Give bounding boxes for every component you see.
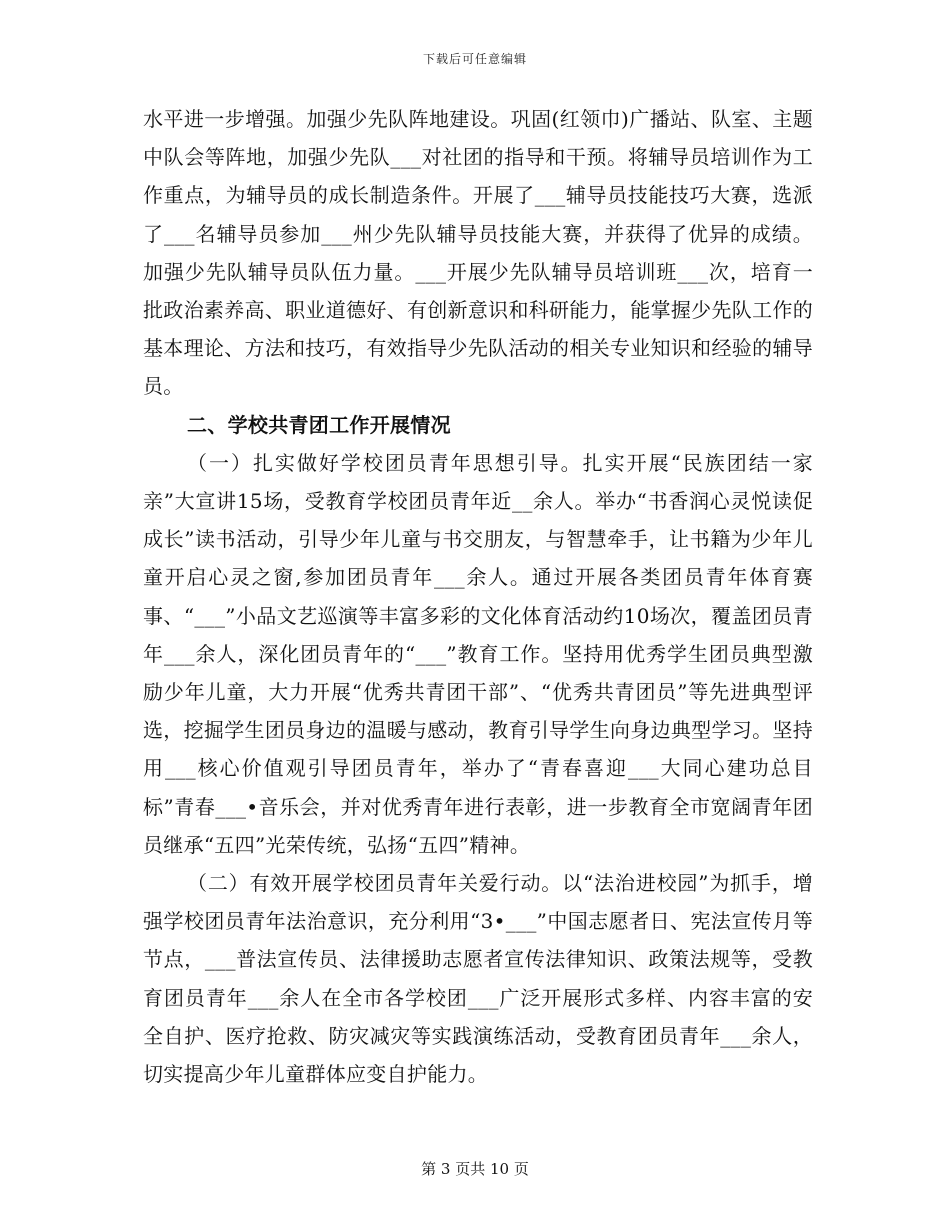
paragraph-ideological-guidance: （一）扎实做好学校团员青年思想引导。扎实开展“民族团结一家亲”大宣讲15场，受教育学校团员青年近__余人。举办“书香润心灵悦读促成长”读书活动，引导少年儿童与书交朋友，与智慧牵手，让书籍为少年儿童开启心灵之窗,参加团员青年___余人。通过开展各类团员青年体育赛事、“___”小品文艺巡演等丰富多彩的文化体育活动约10场次，覆盖团员青年___余人，深化团员青年的“___”教育工作。坚持用优秀学生团员典型激励少年儿童，大力开展“优秀共青团干部”、“优秀共青团员”等先进典型评选，挖掘学生团员身边的温暖与感动，教育引导学生向身边典型学习。坚持用___核心价值观引导团员青年，举办了“青春喜迎___大同心建功总目标”青春___•音乐会，并对优秀青年进行表彰，进一步教育全市宽阔青年团员继承“五四”光荣传统，弘扬“五四”精神。 (143, 450, 813, 857)
section-heading: 二、学校共青团工作开展情况 (187, 412, 451, 437)
page-header: 下载后可任意编辑 (422, 52, 527, 66)
document-body (143, 100, 813, 1093)
page-number: 第 3 页共 10 页 (421, 1160, 529, 1178)
paragraph-care-action: （二）有效开展学校团员青年关爱行动。以“法治进校园”为抓手，增强学校团员青年法治意识，充分利用“3•___”中国志愿者日、宪法宣传月等节点，___普法宣传员、法律援助志愿者宣传法律知识、政策法规等，受教育团员青年___余人在全市各学校团___广泛开展形式多样、内容丰富的安全自护、医疗抢救、防灾减灾等实践演练活动，受教育团员青年___余人，切实提高少年儿童群体应变自护能力。 (143, 871, 813, 1087)
paragraph-continuation: 水平进一步增强。加强少先队阵地建设。巩固(红领巾)广播站、队室、主题中队会等阵地，加强少先队___对社团的指导和干预。将辅导员培训作为工作重点，为辅导员的成长制造条件。开展了___辅导员技能技巧大赛，选派了___名辅导员参加___州少先队辅导员技能大赛，并获得了优异的成绩。加强少先队辅导员队伍力量。___开展少先队辅导员培训班___次，培育一批政治素养高、职业道德好、有创新意识和科研能力，能掌握少先队工作的基本理论、方法和技巧，有效指导少先队活动的相关专业知识和经验的辅导员。 (143, 107, 813, 399)
